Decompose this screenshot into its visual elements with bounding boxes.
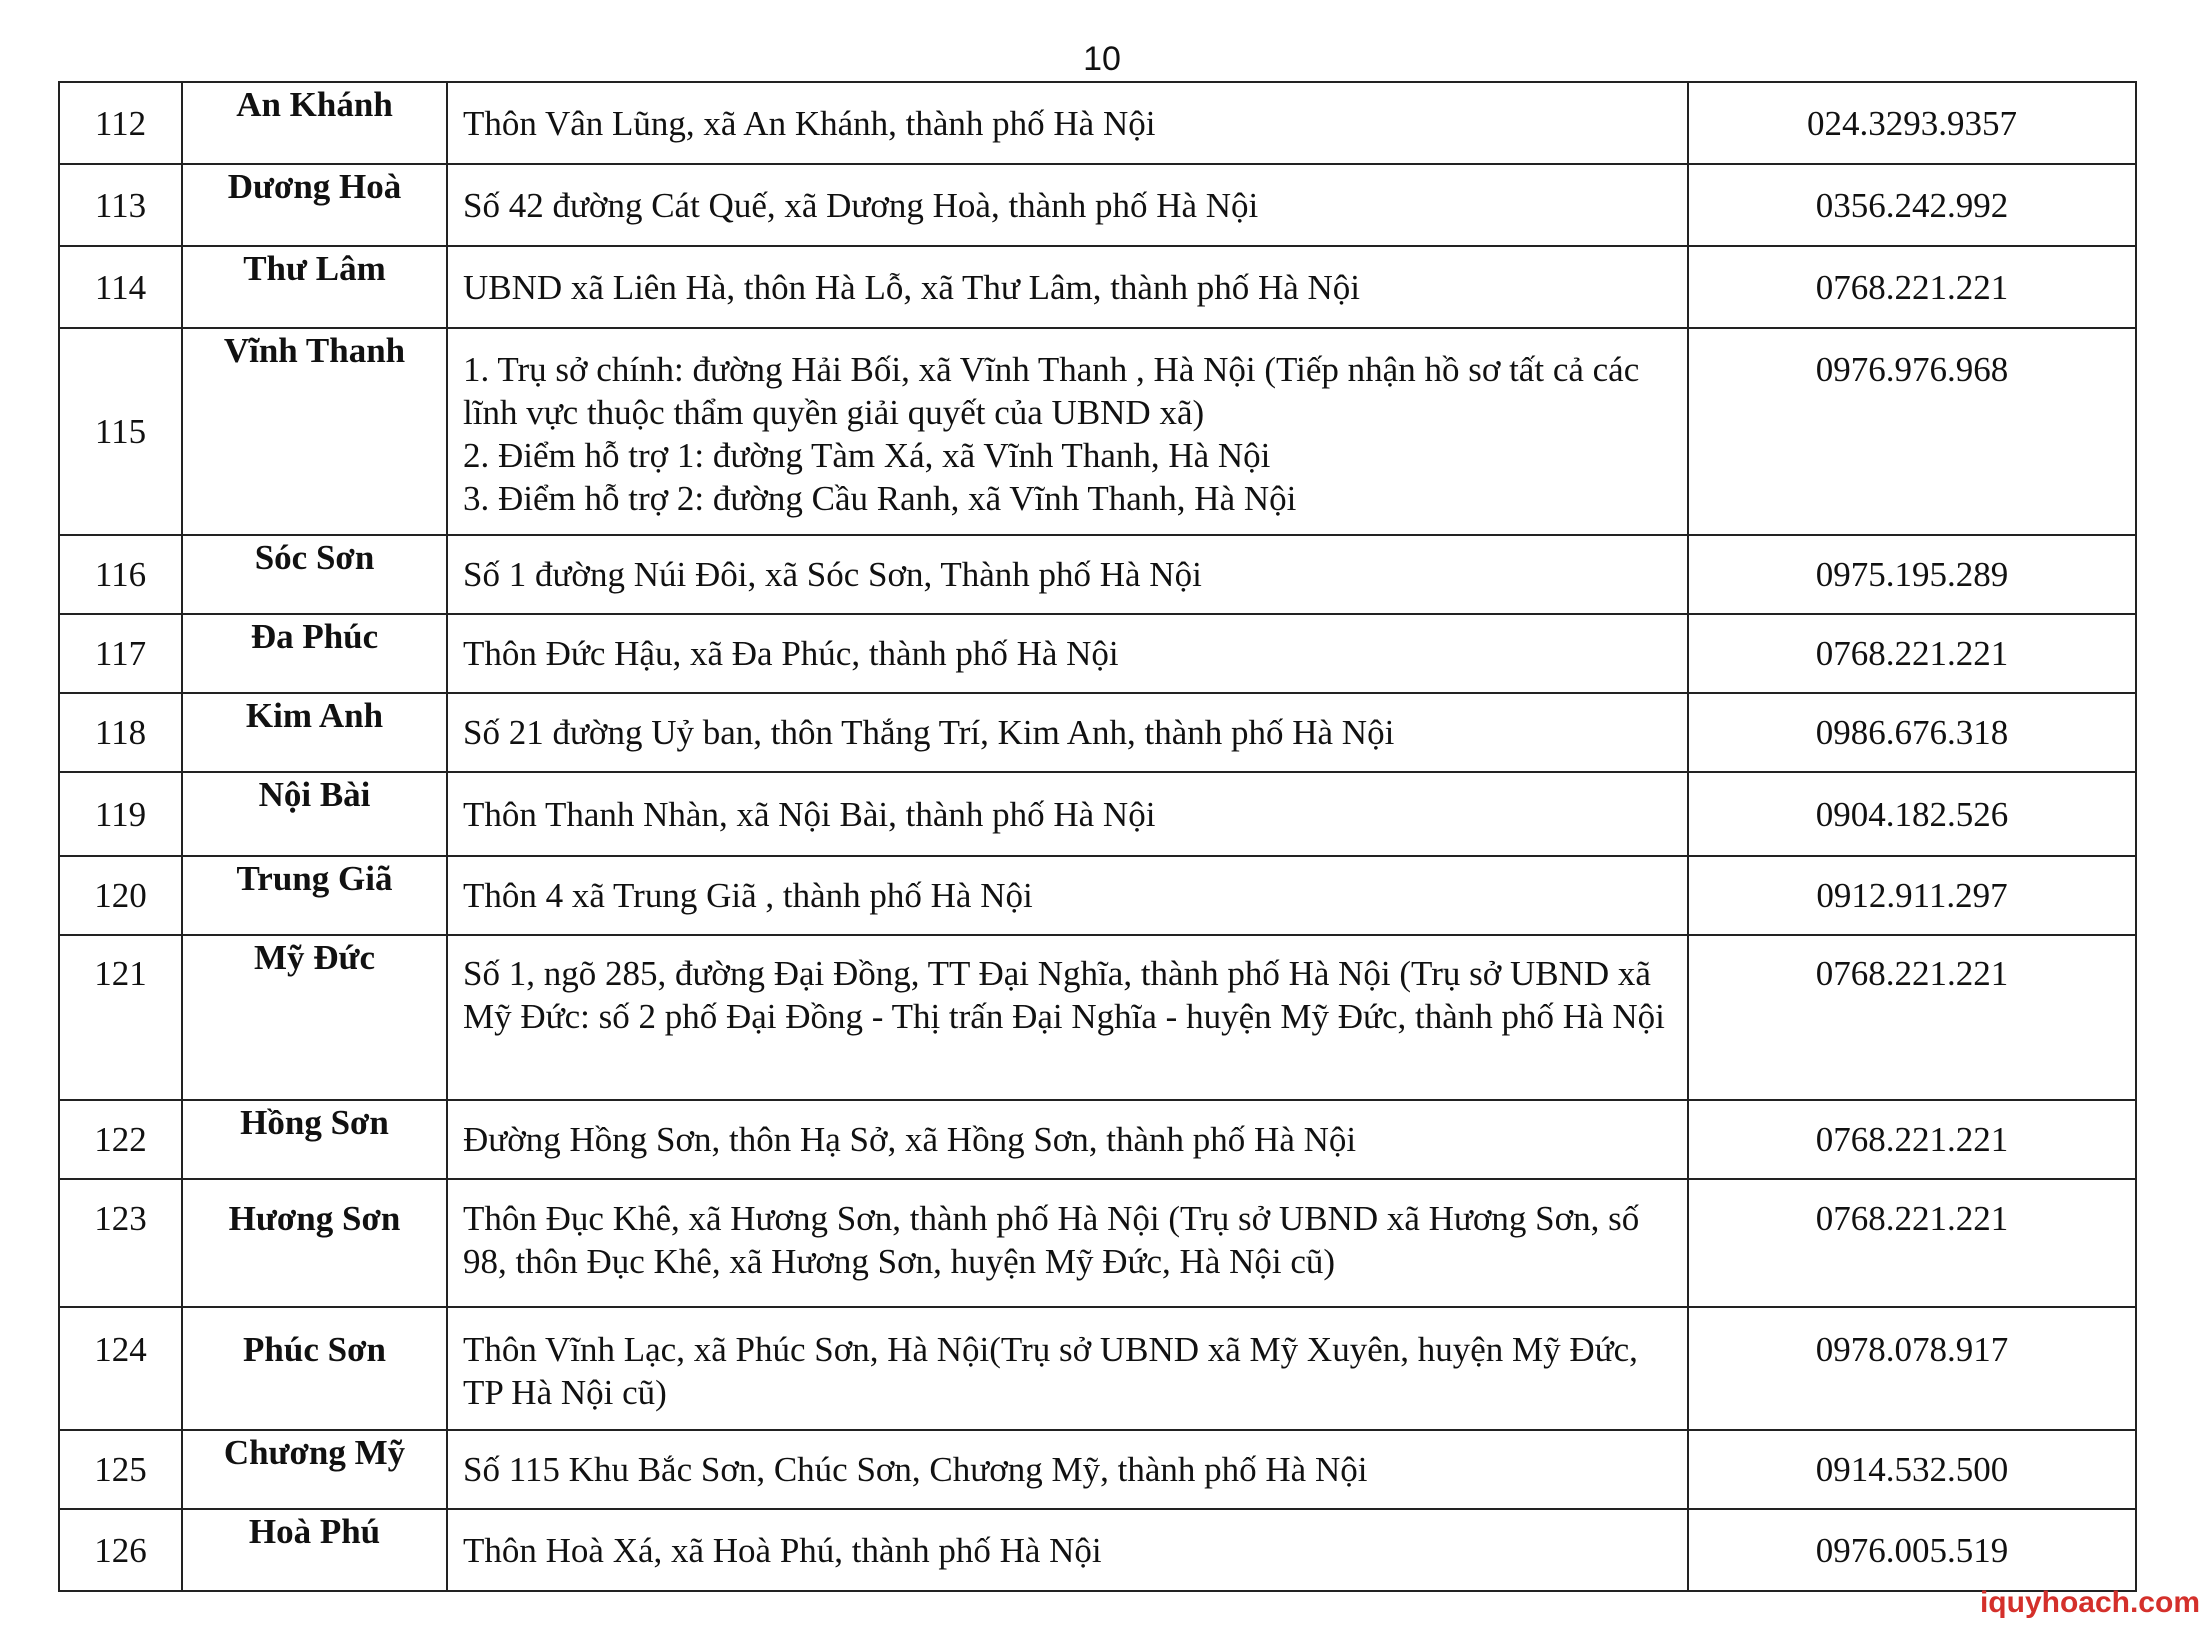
commune-name: Sóc Sơn <box>182 535 447 614</box>
office-address <box>447 328 1688 535</box>
office-address: Số 1 đường Núi Đôi, xã Sóc Sơn, Thành phố Hà Nội <box>447 535 1688 614</box>
office-address: Thôn Đức Hậu, xã Đa Phúc, thành phố Hà Nội <box>447 614 1688 693</box>
office-address: Đường Hồng Sơn, thôn Hạ Sở, xã Hồng Sơn, thành phố Hà Nội <box>447 1100 1688 1179</box>
commune-name: An Khánh <box>182 82 447 164</box>
office-address: Thôn Vĩnh Lạc, xã Phúc Sơn, Hà Nội(Trụ sở UBND xã Mỹ Xuyên, huyện Mỹ Đức, TP Hà Nội cũ) <box>447 1307 1688 1430</box>
office-address: UBND xã Liên Hà, thôn Hà Lỗ, xã Thư Lâm, thành phố Hà Nội <box>447 246 1688 328</box>
table-row <box>59 614 2136 693</box>
row-number: 116 <box>59 535 182 614</box>
office-address: Thôn Hoà Xá, xã Hoà Phú, thành phố Hà Nội <box>447 1509 1688 1591</box>
office-address: Thôn Thanh Nhàn, xã Nội Bài, thành phố Hà Nội <box>447 772 1688 856</box>
phone-number: 0768.221.221 <box>1688 1179 2136 1307</box>
phone-number: 0914.532.500 <box>1688 1430 2136 1509</box>
phone-number: 0976.976.968 <box>1688 328 2136 535</box>
phone-number: 0986.676.318 <box>1688 693 2136 772</box>
office-table <box>58 81 2137 1592</box>
table-row <box>59 856 2136 935</box>
phone-number: 0768.221.221 <box>1688 935 2136 1100</box>
phone-number: 0768.221.221 <box>1688 246 2136 328</box>
commune-name: Dương Hoà <box>182 164 447 246</box>
table-row <box>59 535 2136 614</box>
table-row <box>59 1100 2136 1179</box>
office-address: Số 1, ngõ 285, đường Đại Đồng, TT Đại Nghĩa, thành phố Hà Nội (Trụ sở UBND xã Mỹ Đức: số 2 phố Đại Đồng - Thị trấn Đại Nghĩa - huyện Mỹ Đức, thành phố Hà Nội <box>447 935 1688 1100</box>
phone-number: 0904.182.526 <box>1688 772 2136 856</box>
row-number: 126 <box>59 1509 182 1591</box>
table-row <box>59 1430 2136 1509</box>
phone-number: 0976.005.519 <box>1688 1509 2136 1591</box>
address-line: 1. Trụ sở chính: đường Hải Bối, xã Vĩnh Thanh , Hà Nội (Tiếp nhận hồ sơ tất cả các lĩnh vực thuộc thẩm quyền giải quyết của UBND xã) <box>463 350 1640 432</box>
row-number: 115 <box>59 328 182 535</box>
phone-number: 0356.242.992 <box>1688 164 2136 246</box>
table-row <box>59 82 2136 164</box>
table-row <box>59 1179 2136 1307</box>
row-number: 118 <box>59 693 182 772</box>
row-number: 123 <box>59 1179 182 1307</box>
site-watermark: iquyhoach.com <box>1979 1586 2200 1619</box>
address-line: 2. Điểm hỗ trợ 1: đường Tàm Xá, xã Vĩnh Thanh, Hà Nội <box>463 436 1271 475</box>
commune-name: Kim Anh <box>182 693 447 772</box>
table-row <box>59 328 2136 535</box>
commune-name: Trung Giã <box>182 856 447 935</box>
table-row <box>59 772 2136 856</box>
office-address: Thôn 4 xã Trung Giã , thành phố Hà Nội <box>447 856 1688 935</box>
commune-name: Hoà Phú <box>182 1509 447 1591</box>
commune-name: Vĩnh Thanh <box>182 328 447 535</box>
office-address: Số 21 đường Uỷ ban, thôn Thắng Trí, Kim Anh, thành phố Hà Nội <box>447 693 1688 772</box>
commune-name: Hương Sơn <box>182 1179 447 1307</box>
row-number: 121 <box>59 935 182 1100</box>
row-number: 124 <box>59 1307 182 1430</box>
phone-number: 0978.078.917 <box>1688 1307 2136 1430</box>
phone-number: 0912.911.297 <box>1688 856 2136 935</box>
table-row <box>59 246 2136 328</box>
address-line: 3. Điểm hỗ trợ 2: đường Cầu Ranh, xã Vĩnh Thanh, Hà Nội <box>463 479 1297 518</box>
row-number: 113 <box>59 164 182 246</box>
commune-name: Phúc Sơn <box>182 1307 447 1430</box>
commune-name: Nội Bài <box>182 772 447 856</box>
row-number: 114 <box>59 246 182 328</box>
row-number: 119 <box>59 772 182 856</box>
row-number: 125 <box>59 1430 182 1509</box>
table-row <box>59 935 2136 1100</box>
table-row <box>59 1307 2136 1430</box>
table-row <box>59 693 2136 772</box>
row-number: 117 <box>59 614 182 693</box>
phone-number: 0768.221.221 <box>1688 614 2136 693</box>
commune-name: Mỹ Đức <box>182 935 447 1100</box>
commune-name: Đa Phúc <box>182 614 447 693</box>
page-number: 10 <box>1083 40 1121 78</box>
office-address: Số 42 đường Cát Quế, xã Dương Hoà, thành phố Hà Nội <box>447 164 1688 246</box>
row-number: 120 <box>59 856 182 935</box>
commune-name: Chương Mỹ <box>182 1430 447 1509</box>
phone-number: 0975.195.289 <box>1688 535 2136 614</box>
row-number: 122 <box>59 1100 182 1179</box>
office-address: Thôn Đục Khê, xã Hương Sơn, thành phố Hà Nội (Trụ sở UBND xã Hương Sơn, số 98, thôn Đục Khê, xã Hương Sơn, huyện Mỹ Đức, Hà Nội cũ) <box>447 1179 1688 1307</box>
office-address: Thôn Vân Lũng, xã An Khánh, thành phố Hà Nội <box>447 82 1688 164</box>
row-number: 112 <box>59 82 182 164</box>
table-row <box>59 164 2136 246</box>
phone-number: 024.3293.9357 <box>1688 82 2136 164</box>
table-row <box>59 1509 2136 1591</box>
phone-number: 0768.221.221 <box>1688 1100 2136 1179</box>
office-address: Số 115 Khu Bắc Sơn, Chúc Sơn, Chương Mỹ, thành phố Hà Nội <box>447 1430 1688 1509</box>
commune-name: Hồng Sơn <box>182 1100 447 1179</box>
commune-name: Thư Lâm <box>182 246 447 328</box>
